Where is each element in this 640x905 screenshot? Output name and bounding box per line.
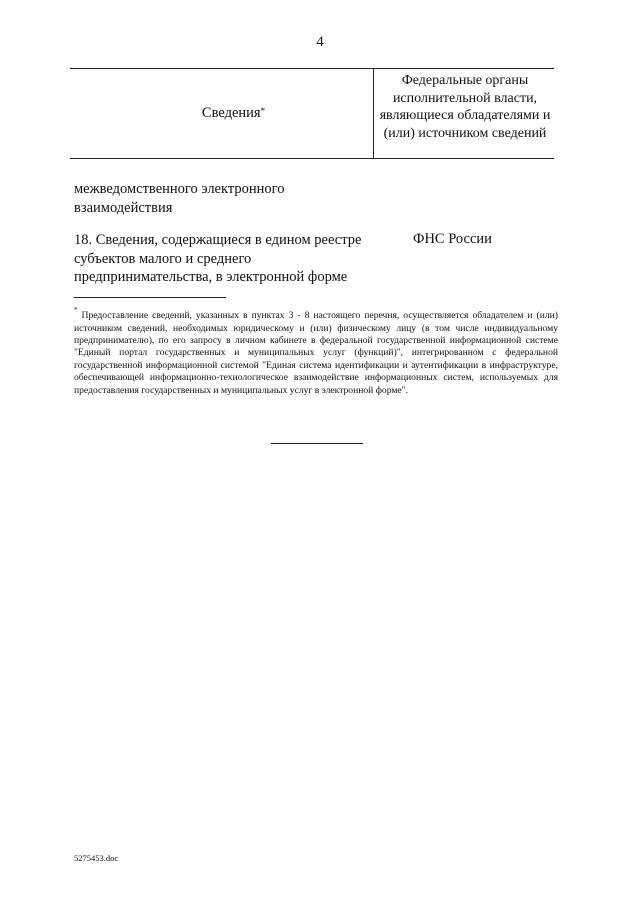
footnote-marker: *: [74, 306, 78, 314]
item-18-authority: ФНС России: [413, 231, 492, 247]
info-column-label: Сведения: [201, 105, 261, 121]
page-number: 4: [316, 34, 324, 50]
footnote-text: Предоставление сведений, указанных в пунктах 3 - 8 настоящего перечня, осуществляется обладателем и (или) источником сведений, необходимых юридическому и (или) физическому лицу (в том числе индивидуальному предпринимателю), по его запросу в личном кабинете в федеральной государственной информационной системе "Единый портал государственных и муниципальных услуг (функций)", интегрированном с федеральной государственной информационной системой "Единая система идентификации и аутентификации в инфраструктуре, обеспечивающей информационно-технологическое взаимодействие информационных систем, используемых для предоставления государственных и муниципальных услуг в электронной форме".: [74, 310, 558, 396]
column-divider: [373, 69, 374, 158]
item-18-text: 18. Сведения, содержащиеся в едином реестре субъектов малого и среднего предпринимательства, в электронной форме: [74, 232, 362, 285]
document-id: 5275453.doc: [74, 853, 119, 863]
footnote-reference: *: [260, 105, 266, 116]
authority-column-label: Федеральные органы исполнительной власти, являющиеся обладателями и (или) источником сведений: [379, 73, 551, 141]
end-of-document-rule: [271, 443, 363, 444]
table-header-info-column: [70, 69, 373, 158]
continuation-text: межведомственного электронного взаимодействия: [74, 181, 285, 216]
footnote-separator: [74, 297, 226, 298]
table-header: [70, 68, 554, 159]
footnote: [74, 306, 558, 397]
